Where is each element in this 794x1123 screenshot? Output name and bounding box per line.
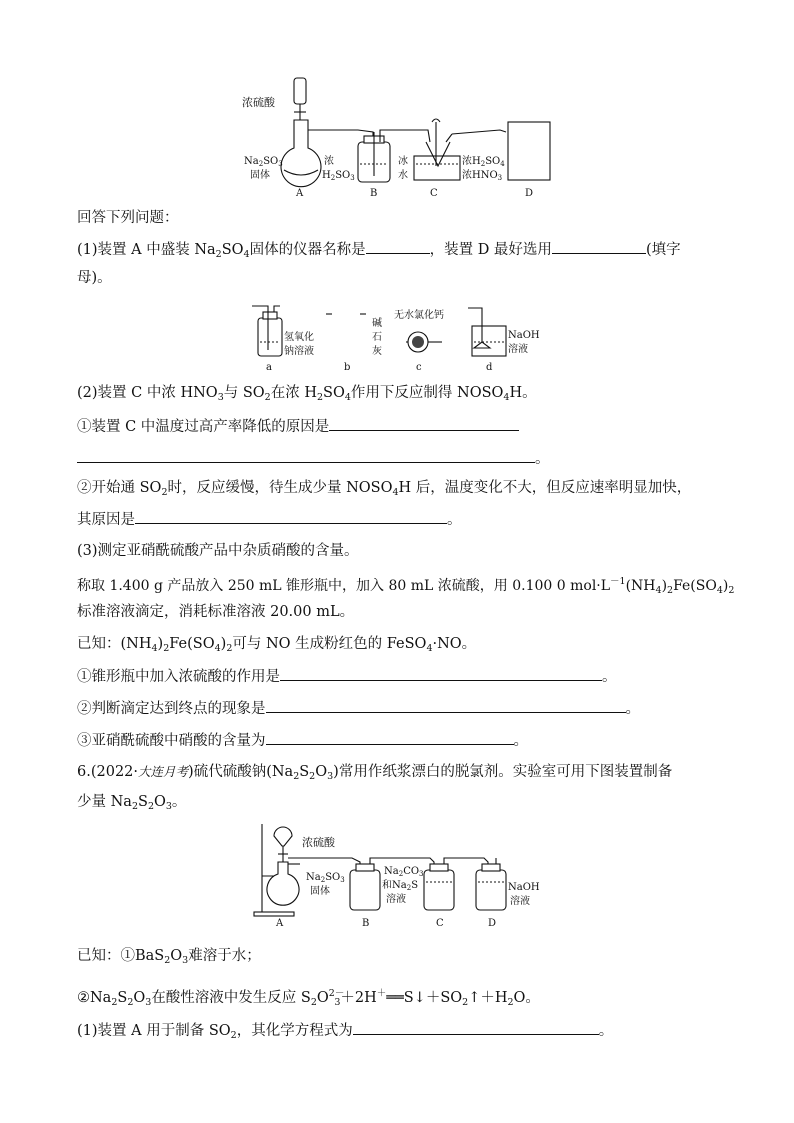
svg-text:C: C	[436, 918, 444, 929]
svg-text:溶液: 溶液	[386, 894, 406, 905]
q6-line: 6.(2022·大连月考)硫代硫酸钠$(Na_2S_2O_3)$常用作纸浆漂白的脱氯剂。实验室可用下图装置制备	[77, 764, 673, 782]
answer-blank[interactable]	[329, 416, 519, 431]
svg-text:b: b	[344, 362, 351, 373]
svg-text:NaOH: NaOH	[508, 330, 540, 341]
svg-text:石: 石	[372, 332, 382, 343]
connecting-tube	[308, 130, 373, 140]
svg-text:无水氯化钙: 无水氯化钙	[394, 310, 444, 321]
answer-blank[interactable]	[266, 730, 514, 745]
svg-text:Na2CO3: $Na_2CO_3$	[384, 866, 424, 878]
svg-text:D: D	[525, 188, 534, 199]
svg-text:灰: 灰	[372, 346, 382, 357]
svg-text:B: B	[362, 918, 370, 929]
q1-line: (1)装置 A 中盛装 $Na_2SO_4$固体的仪器名称是 ，装置 D 最好选用 (填字	[77, 239, 681, 265]
svg-text:固体: 固体	[310, 886, 330, 897]
svg-text:c: c	[416, 362, 422, 373]
answer-blank[interactable]	[353, 1020, 599, 1035]
svg-text:Na2SO3: $Na_2SO_3$	[306, 872, 345, 884]
svg-text:和Na2S: 和$Na_2S$	[382, 880, 419, 892]
funnel	[294, 78, 306, 104]
q2-line: (2)装置 C 中浓 $HNO_3$与 $SO_2$在浓 $H_2SO_4$作用下反应制得 $NOSO_4H$。	[77, 385, 537, 403]
svg-text:钠溶液: 钠溶液	[284, 346, 314, 357]
svg-text:溶液: 溶液	[508, 344, 528, 355]
svg-text:固体: 固体	[250, 170, 270, 181]
svg-text:Na2SO3: $Na_2SO_3$	[244, 156, 283, 168]
answer-blank[interactable]	[552, 239, 646, 254]
svg-text:碱: 碱	[372, 318, 382, 329]
svg-text:d: d	[486, 362, 493, 373]
svg-text:冰: 冰	[398, 156, 408, 167]
svg-text:溶液: 溶液	[510, 896, 530, 907]
svg-text:水: 水	[398, 170, 408, 181]
svg-text:氢氧化: 氢氧化	[284, 332, 314, 343]
answer-blank[interactable]	[135, 509, 447, 524]
box-d	[508, 122, 550, 180]
answer-blank[interactable]	[366, 239, 430, 254]
apparatus-figure-3	[252, 822, 552, 932]
svg-text:浓HNO3: 浓$HNO_3$	[462, 170, 503, 182]
ice-bath-c	[414, 156, 460, 180]
apparatus-figure-1	[238, 72, 558, 202]
svg-text:浓硫酸: 浓硫酸	[302, 836, 335, 849]
svg-text:A: A	[276, 918, 284, 929]
svg-text:B: B	[370, 188, 378, 199]
svg-text:NaOH: NaOH	[508, 882, 540, 893]
svg-text:A: A	[296, 188, 304, 199]
svg-text:C: C	[430, 188, 438, 199]
apparatus-figure-2	[246, 298, 546, 374]
label-conc-acid: 浓硫酸	[242, 96, 275, 109]
question-intro: 回答下列问题：	[77, 210, 179, 226]
svg-text:D: D	[488, 918, 497, 929]
svg-text:H2SO3: $H_2SO_3$	[322, 170, 355, 182]
svg-text:浓: 浓	[324, 156, 334, 167]
svg-text:浓H2SO4: 浓$H_2SO_4$	[462, 156, 505, 168]
answer-blank[interactable]	[77, 448, 535, 463]
answer-blank[interactable]	[280, 666, 602, 681]
svg-text:a: a	[266, 362, 272, 373]
answer-blank[interactable]	[266, 698, 626, 713]
